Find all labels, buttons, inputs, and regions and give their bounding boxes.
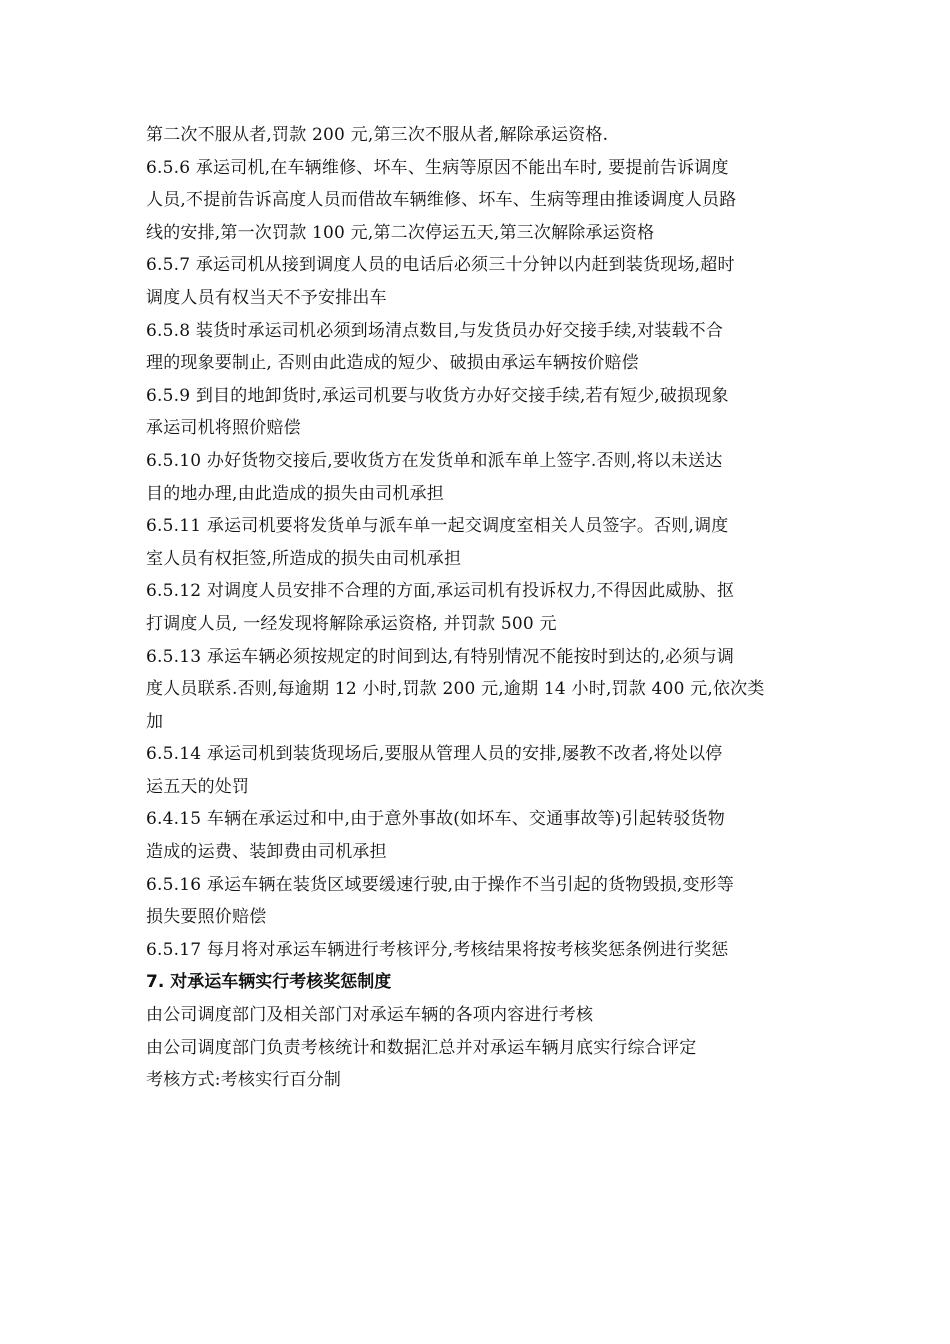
text-line: 理的现象要制止, 否则由此造成的短少、破损由承运车辆按价赔偿 (146, 353, 639, 374)
text-line: 第二次不服从者,罚款 200 元,第三次不服从者,解除承运资格. (146, 125, 609, 145)
text-line: 调度人员有权当天不予安排出车 (146, 287, 387, 308)
text-line: 6.5.13 承运车辆必须按规定的时间到达,有特别情况不能按时到达的,必须与调 (146, 646, 735, 667)
text-line: 目的地办理,由此造成的损失由司机承担 (146, 483, 445, 504)
text-line: 损失要照价赔偿 (146, 907, 267, 928)
text-line: 人员,不提前告诉高度人员而借故车辆维修、坏车、生病等理由推诿调度人员路 (146, 190, 737, 211)
text-line: 考核方式:考核实行百分制 (146, 1070, 342, 1091)
text-line: 由公司调度部门负责考核统计和数据汇总并对承运车辆月底实行综合评定 (146, 1037, 697, 1058)
text-line: 线的安排,第一次罚款 100 元,第二次停运五天,第三次解除承运资格 (146, 222, 655, 243)
text-line: 6.5.11 承运司机要将发货单与派车单一起交调度室相关人员签字。否则,调度 (146, 516, 729, 537)
text-line: 6.5.10 办好货物交接后,要收货方在发货单和派车单上签字.否则,将以未送达 (146, 450, 723, 471)
document-body (146, 119, 814, 1097)
text-line: 由公司调度部门及相关部门对承运车辆的各项内容进行考核 (146, 1005, 594, 1026)
text-line: 6.5.12 对调度人员安排不合理的方面,承运司机有投诉权力,不得因此威胁、抠 (146, 581, 735, 602)
text-line: 6.5.14 承运司机到装货现场后,要服从管理人员的安排,屡教不改者,将处以停 (146, 744, 723, 765)
text-line: 6.5.6 承运司机,在车辆维修、坏车、生病等原因不能出车时, 要提前告诉调度 (146, 157, 729, 178)
section-heading: 7. 对承运车辆实行考核奖惩制度 (146, 972, 392, 993)
text-line: 6.5.17 每月将对承运车辆进行考核评分,考核结果将按考核奖惩条例进行奖惩 (146, 939, 729, 960)
text-line: 打调度人员, 一经发现将解除承运资格, 并罚款 500 元 (146, 613, 557, 634)
text-line: 6.4.15 车辆在承运过和中,由于意外事故(如坏车、交通事故等)引起转驳货物 (146, 809, 725, 830)
text-line: 造成的运费、装卸费由司机承担 (146, 842, 387, 863)
text-line: 度人员联系.否则,每逾期 12 小时,罚款 200 元,逾期 14 小时,罚款 400 元,依次类 (146, 679, 765, 700)
text-line: 6.5.9 到目的地卸货时,承运司机要与收货方办好交接手续,若有短少,破损现象 (146, 385, 729, 406)
text-line: 加 (146, 711, 164, 732)
text-line: 室人员有权拒签,所造成的损失由司机承担 (146, 548, 462, 569)
text-line: 6.5.8 装货时承运司机必须到场清点数目,与发货员办好交接手续,对装载不合 (146, 320, 724, 341)
text-line: 运五天的处罚 (146, 776, 250, 797)
text-line: 承运司机将照价赔偿 (146, 418, 301, 439)
text-line: 6.5.16 承运车辆在装货区域要缓速行驶,由于操作不当引起的货物毁损,变形等 (146, 874, 735, 895)
text-line: 6.5.7 承运司机从接到调度人员的电话后必须三十分钟以内赶到装货现场,超时 (146, 255, 735, 276)
